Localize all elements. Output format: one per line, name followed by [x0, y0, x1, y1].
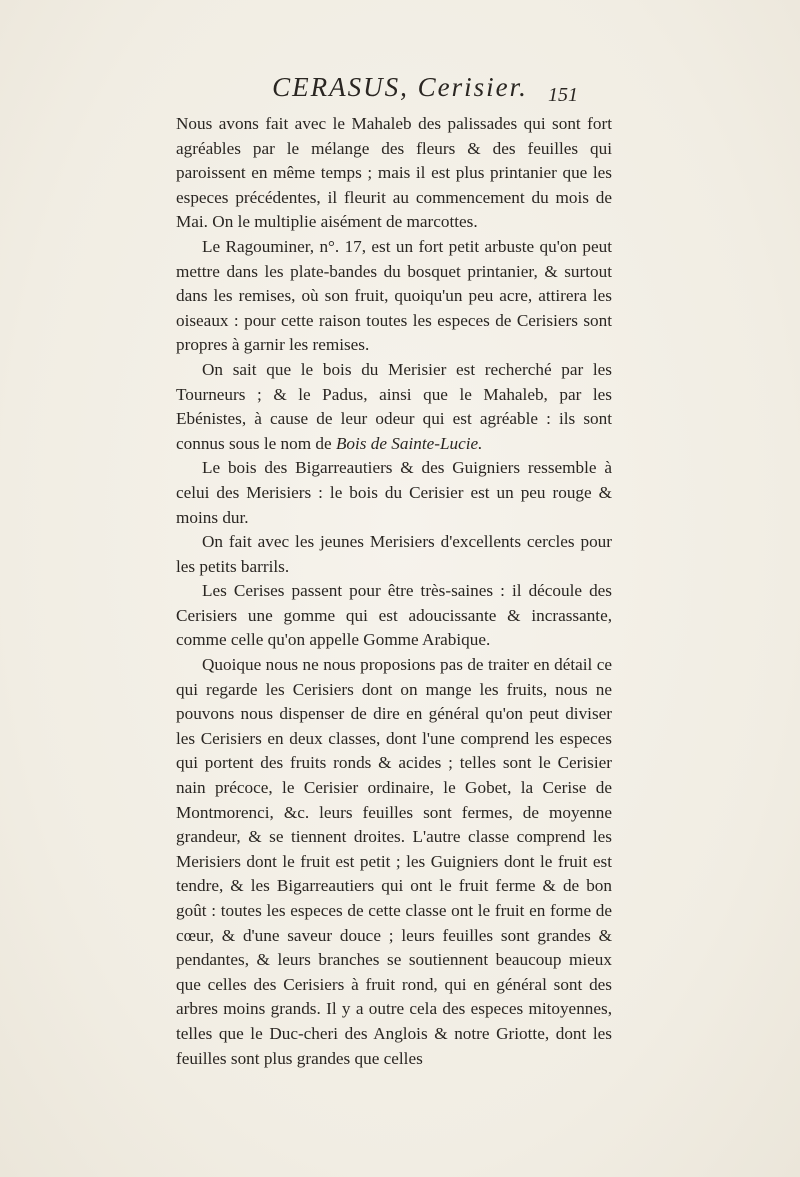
paragraph-gomme: Les Cerises passent pour être très-saines : il découle des Cerisiers une gomme qui est adoucissante & incrassante, comme celle qu'on appelle Gomme Arabique.: [176, 581, 612, 650]
paragraph-bigarreautiers: Le bois des Bigarreautiers & des Guigniers ressemble à celui des Merisiers : le bois du Cerisier est un peu rouge & moins dur.: [176, 458, 612, 527]
paragraph-classes: Quoique nous ne nous proposions pas de traiter en détail ce qui regarde les Cerisiers dont on mange les fruits, nous ne pouvons nous dispenser de dire en général qu'on peut diviser les Cerisiers en deux classes, dont l'une comprend les especes qui portent des fruits ronds & acides ; telles sont le Cerisier nain précoce, le Cerisier ordinaire, le Gobet, la Cerise de Montmorenci, &c. leurs feuilles sont fermes, de moyenne grandeur, & se tiennent droites. L'autre classe comprend les Merisiers dont le fruit est petit ; les Guigniers dont le fruit est tendre, & les Bigarreautiers qui ont le fruit ferme & de bon goût : toutes les especes de cette classe ont le fruit en forme de cœur, & d'une saveur douce ; leurs feuilles sont grandes & pendantes, & leurs branches se soutiennent beaucoup mieux que celles des Cerisiers à fruit rond, qui en général sont des arbres moins grands. Il y a outre cela des especes mitoyennes, telles que le Duc-cheri des Anglois & notre Griotte, dont les feuilles sont plus grandes que celles: [176, 655, 612, 1068]
running-title: CERASUS, Cerisier.: [272, 72, 528, 102]
running-head: [0, 72, 800, 112]
paragraph-ragouminer: Le Ragouminer, n°. 17, est un fort petit arbuste qu'on peut mettre dans les plate-bandes du bosquet printanier, & surtout dans les remises, où son fruit, quoiqu'un peu acre, attirera les oiseaux : pour cette raison toutes les especes de Cerisiers sont propres à garnir les remises.: [176, 236, 612, 355]
italic-wood-name: Bois de Sainte-Lucie.: [335, 433, 483, 453]
body-text: [176, 112, 612, 1071]
paragraph-mahaleb: Nous avons fait avec le Mahaleb des palissades qui sont fort agréables par le mélange des fleurs & des feuilles qui paroissent en même temps ; mais il est plus printanier que les especes précédentes, il fleurit au commencement du mois de Mai. On le multiplie aisément de marcottes.: [176, 114, 612, 232]
paragraph-cercles: On fait avec les jeunes Merisiers d'excellents cercles pour les petits barrils.: [176, 532, 612, 576]
page-number: 151: [548, 84, 578, 106]
paragraph-merisier-wood: [176, 358, 612, 456]
paragraph-merisier-wood-text: On sait que le bois du Merisier est recherché par les Tourneurs ; & le Padus, ainsi que le Mahaleb, par les Ebénistes, à cause de leur odeur qui est agréable : ils sont connus sous le nom de: [176, 359, 612, 453]
